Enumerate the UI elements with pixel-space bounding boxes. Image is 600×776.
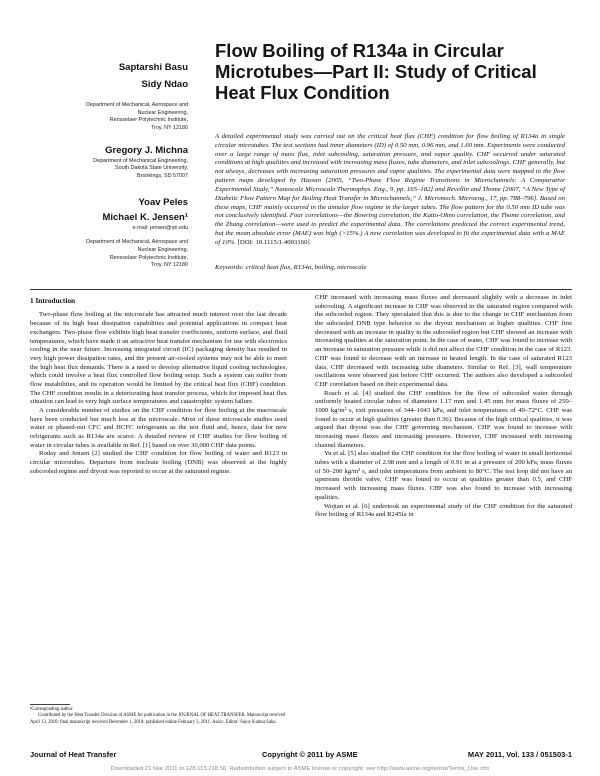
affiliation-line: Department of Mechanical Engineering, — [93, 157, 188, 164]
paragraph: Wojtan et al. [6] undertook an experimental study of the CHF condition for the saturated flow boiling of R134a and R245fa in — [315, 502, 572, 519]
author-name: Saptarshi Basu — [118, 62, 188, 73]
author-1 — [30, 62, 188, 73]
left-column — [30, 296, 287, 700]
affiliation-line: Nuclear Engineering, — [137, 247, 188, 254]
author-block — [30, 62, 188, 270]
footnote-corresponding: ¹Corresponding author. — [30, 707, 74, 712]
affiliation-line: Rensselaer Polytechnic Institute, — [109, 117, 188, 124]
author-name: Michael K. Jensen¹ — [102, 211, 188, 223]
affiliation-line — [30, 232, 188, 239]
download-notice[interactable]: Downloaded 21 Mar 2011 to 128.113.218.56. Redistribution subject to ASME license or copyright; see http://www.asme.org/terms/Terms_Use.cfm — [110, 766, 490, 772]
author-name: Gregory J. Michna — [105, 144, 188, 156]
author-3 — [30, 145, 188, 181]
paragraph: Two-phase flow boiling at the microscale has attracted much interest over the last decade because of its high heat dissipation capabilities and potential applications in compact heat exchangers. Two-phase flow exhibits high heat transfer coefficients, uniform surface, and fluid temperatures, which have made it an attractive heat transfer mechanism for use with electronics cooling in the near future. Increasing integrated circuit (IC) packaging density has resulted in very high power dissipation rates, and the present air-cooled systems may not be able to meet the high heat flux demands. There is a need to develop alternative liquid cooling technologies, which could involve a heat flux controlled flow boiling setup. Such a system can suffer from flow instabilities, and its operation would be limited by the critical heat flux (CHF) condition. The CHF condition results in a deteriorating heat transfer process, which for imposed heat flux situation can lead to very high surface temperatures and catastrophic system failure. — [30, 311, 287, 406]
page-footer — [30, 750, 572, 759]
keywords: Keywords: critical heat flux, R134a, boiling, microscale — [215, 264, 367, 271]
paragraph: Yu et al. [5] also studied the CHF condition for the flow boiling of water in small horizontal tubes with a diameter of 2.98 mm and a length of 0.91 m at a pressure of 200 kPa, mass fluxes of 50–200 kg/m² s, and inlet temperatures from ambient to 80°C. The test loop did not have an upstream throttle valve. CHF was found to occur at qualities greater than 0.5, and CHF increased with increasing mass fluxes. CHF was also found to increase with increasing qualities. — [315, 450, 572, 501]
abstract — [215, 133, 565, 248]
author-5 — [30, 212, 188, 270]
author-affiliation — [30, 102, 188, 133]
paragraph: Roday and Jensen [2] studied the CHF condition for flow boiling of water and R123 in circular microtubes. Departure from nucleate boiling (DNB) was observed at the highly subcooled regime and dryout was reported to occur at the saturated regime. — [30, 450, 287, 475]
paragraph: A considerable number of studies on the CHF condition for flow boiling at the macroscale have been conducted but much less at the microscale. Most of these microscale studies used water or phased-out CFC and HCFC refrigerants as the test fluid and, hence, data for new refrigerants such as R134a are scarce. A detailed review of CHF studies for flow boiling of water in circular tubes is available in Ref. [1] based on over 30,000 CHF data points. — [30, 407, 287, 449]
issue-info: MAY 2011, Vol. 133 / 051503-1 — [467, 750, 572, 759]
author-2 — [30, 79, 188, 133]
doi[interactable]: [DOI: 10.1115/1.4003160] — [237, 238, 310, 246]
author-name: Sidy Ndao — [141, 79, 188, 90]
affiliation-line: Rensselaer Polytechnic Institute, — [109, 254, 188, 261]
author-name: Yoav Peles — [138, 196, 188, 208]
affiliation-line: Nuclear Engineering, — [137, 109, 188, 116]
affiliation-line: Department of Mechanical, Aerospace and — [86, 239, 188, 246]
footnote-text: Contributed by the Heat Transfer Division of ASME for publication in the JOURNAL OF HEAT TRANSFER. Manuscript received April 13, 2010; final manuscript received December 1, 2010; published online February 3, 2011. Assoc. Editor: Sujoy Kumar Saha. — [30, 713, 286, 725]
author-affiliation — [30, 158, 188, 181]
author-affiliation — [30, 225, 188, 270]
affiliation-line: Brookings, SD 57007 — [137, 173, 188, 180]
affiliation-line: Department of Mechanical, Aerospace and — [86, 102, 188, 108]
affiliation-line: Troy, NY 12180 — [150, 125, 188, 132]
paper-title: Flow Boiling of R134a in Circular Microtubes—Part II: Study of Critical Heat Flux Condition — [215, 40, 537, 104]
section-divider — [30, 289, 572, 290]
journal-name: Journal of Heat Transfer — [30, 750, 117, 759]
section-heading: 1 Introduction — [30, 296, 76, 305]
paragraph: CHF increased with increasing mass fluxes and decreased slightly with a decrease in inlet subcooling. A significant increase in CHF was observed in the saturated region compared with the subcooled region. They speculated that this is due to the change in CHF mechanism from the subcooled DNB type behavior to the dryout mechanism at higher qualities. CHF first decreased with an increase in quality in the subcooled region but CHF showed an increase with increasing qualities at the saturation point. In the case of water, CHF was found to increase with an increase in saturation pressure while it did not affect the CHF condition in the case of R123. CHF was found to decrease with an increase in heated length. In the case of saturated R123 data, CHF decreased with increasing tube diameters. Similar to Ref. [3], wall temperature oscillations were observed just before CHF occurred. The authors also developed a subcooled CHF correlation based on their experimental data. — [315, 294, 572, 388]
affiliation-line: South Dakota State University, — [114, 165, 188, 172]
copyright: Copyright © 2011 by ASME — [262, 750, 358, 759]
affiliation-line: Troy, NY 12180 — [150, 262, 188, 269]
author-4 — [30, 197, 188, 208]
right-column — [315, 294, 572, 742]
paragraph: Roach et al. [4] studied the CHF condition for the flow of subcooled water through uniformly heated circular tubes of diameters 1.17 mm and 1.45 mm for mass fluxes of 250–1000 kg/m² s, exit pressures of 344–1043 kPa, and inlet temperatures of 49–72°C. CHF was found to occur at high qualities (greater than 0.36). Because of the high critical qualities, it was argued that dryout was the CHF governing mechanism. CHF was found to increase with increasing mass fluxes and increasing pressures. However, CHF increased with increasing channel diameters. — [315, 389, 572, 449]
abstract-text: A detailed experimental study was carried out on the critical heat flux (CHF) condition for flow boiling of R134a in single circular microtubes. The test sections had inner diameters (ID) of 0.50 mm, 0.96 mm, and 1.60 mm. Experiments were conducted over a large range of mass flux, inlet subcooling, saturation pressure, and vapor quality. CHF occurred under saturated conditions at high qualities and increased with increasing mass fluxes, tube diameters, and inlet subcoolings. CHF generally, but not always, decreases with increasing saturation pressures and vapor qualities. The experimental data were mapped to the flow pattern maps developed by Hassan [2005, “Two-Phase Flow Regime Transitions in Microchannels: A Comparative Experimental Study,” Nanoscale Microscale Thermophys. Eng., 9, pp. 165–182] and Revellin and Thome [2007, “A New Type of Diabetic Flow Pattern Map for Boiling Heat Transfer in Microchannels,” J. Micromech. Microeng., 17, pp. 788–796]. Based on these maps, CHF mainly occurred in the annular flow regime in the larger tubes. The flow pattern for the 0.50 mm ID tube was not conclusively identified. Four correlations—the Bowring correlation, the Katto-Ohno correlation, the Thome correlation, and the Zhang correlation—were used to predict the experimental data. The correlations predicted the correct experimental trend, but the mean absolute error (MAE) was high (>15%.) A new correlation was developed to fit the experimental data with a MAE of 10%. — [215, 133, 565, 246]
author-email[interactable]: e-mail: jensen@rpi.edu — [132, 224, 188, 231]
footnote-rule — [30, 704, 70, 705]
footnote — [30, 707, 287, 726]
